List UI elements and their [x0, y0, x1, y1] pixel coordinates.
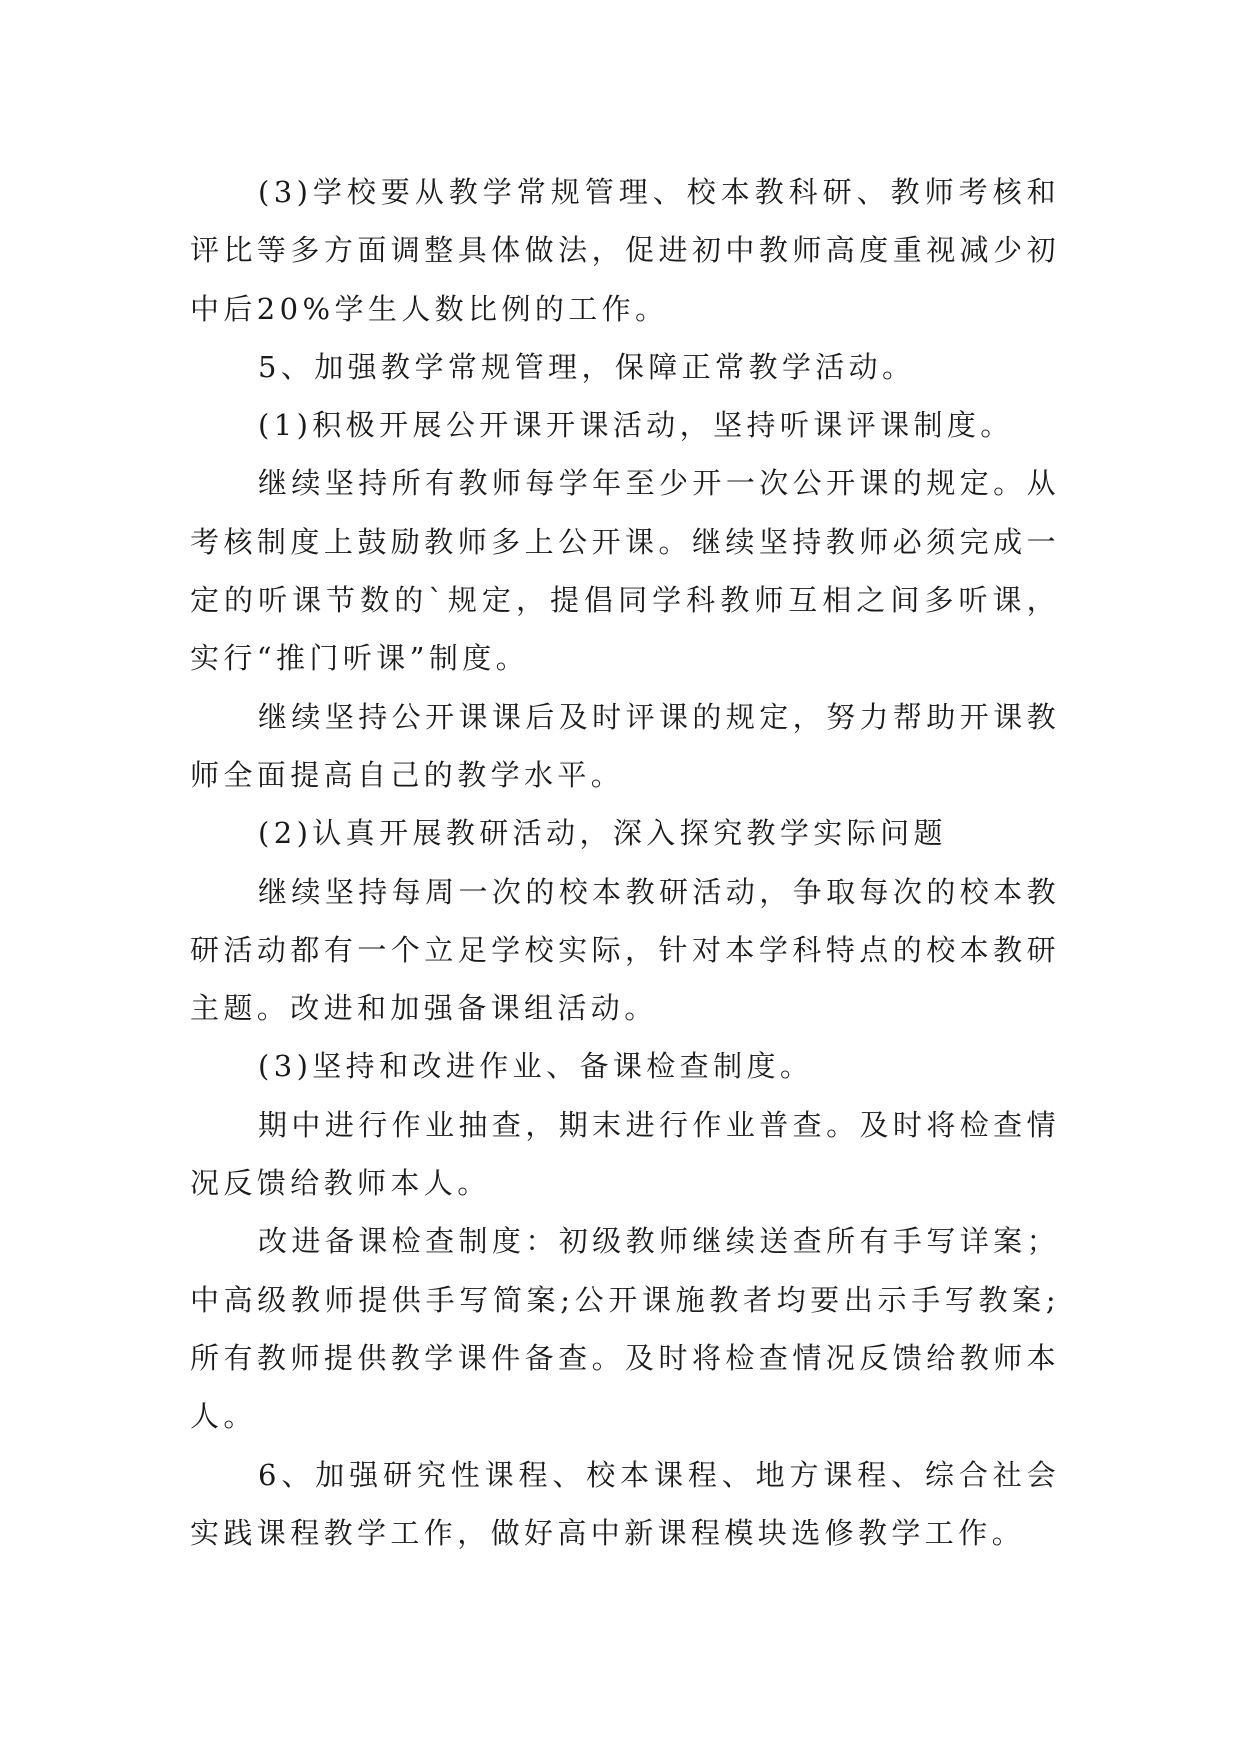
paragraph-1: (3)学校要从教学常规管理、校本教科研、教师考核和评比等多方面调整具体做法，促进初中教师高度重视减少初中后20%学生人数比例的工作。 — [190, 175, 1060, 326]
paragraph-11: 6、加强研究性课程、校本课程、地方课程、综合社会实践课程教学工作，做好高中新课程模块选修教学工作。 — [190, 1457, 1060, 1550]
paragraph-5: 继续坚持公开课课后及时评课的规定，努力帮助开课教师全面提高自己的教学水平。 — [190, 699, 1060, 792]
paragraph-6: (2)认真开展教研活动，深入探究教学实际问题 — [258, 816, 947, 851]
document-body — [190, 163, 1060, 1562]
paragraph-9: 期中进行作业抽查，期末进行作业普查。及时将检查情况反馈给教师本人。 — [190, 1107, 1060, 1201]
paragraph-8: (3)坚持和改进作业、备课检查制度。 — [258, 1049, 814, 1084]
paragraph-3: (1)积极开展公开课开课活动，坚持听课评课制度。 — [258, 408, 1014, 443]
paragraph-4: 继续坚持所有教师每学年至少开一次公开课的规定。从考核制度上鼓励教师多上公开课。继续坚持教师必须完成一定的听课节数的`规定，提倡同学科教师互相之间多听课，实行“推门听课”制度。 — [190, 466, 1060, 676]
paragraph-2: 5、加强教学常规管理，保障正常教学活动。 — [258, 349, 916, 384]
paragraph-7: 继续坚持每周一次的校本教研活动，争取每次的校本教研活动都有一个立足学校实际，针对本学科特点的校本教研主题。改进和加强备课组活动。 — [190, 874, 1060, 1026]
paragraph-10: 改进备课检查制度：初级教师继续送查所有手写详案；中高级教师提供手写简案;公开课施教者均要出示手写教案;所有教师提供教学课件备查。及时将检查情况反馈给教师本人。 — [190, 1224, 1060, 1434]
